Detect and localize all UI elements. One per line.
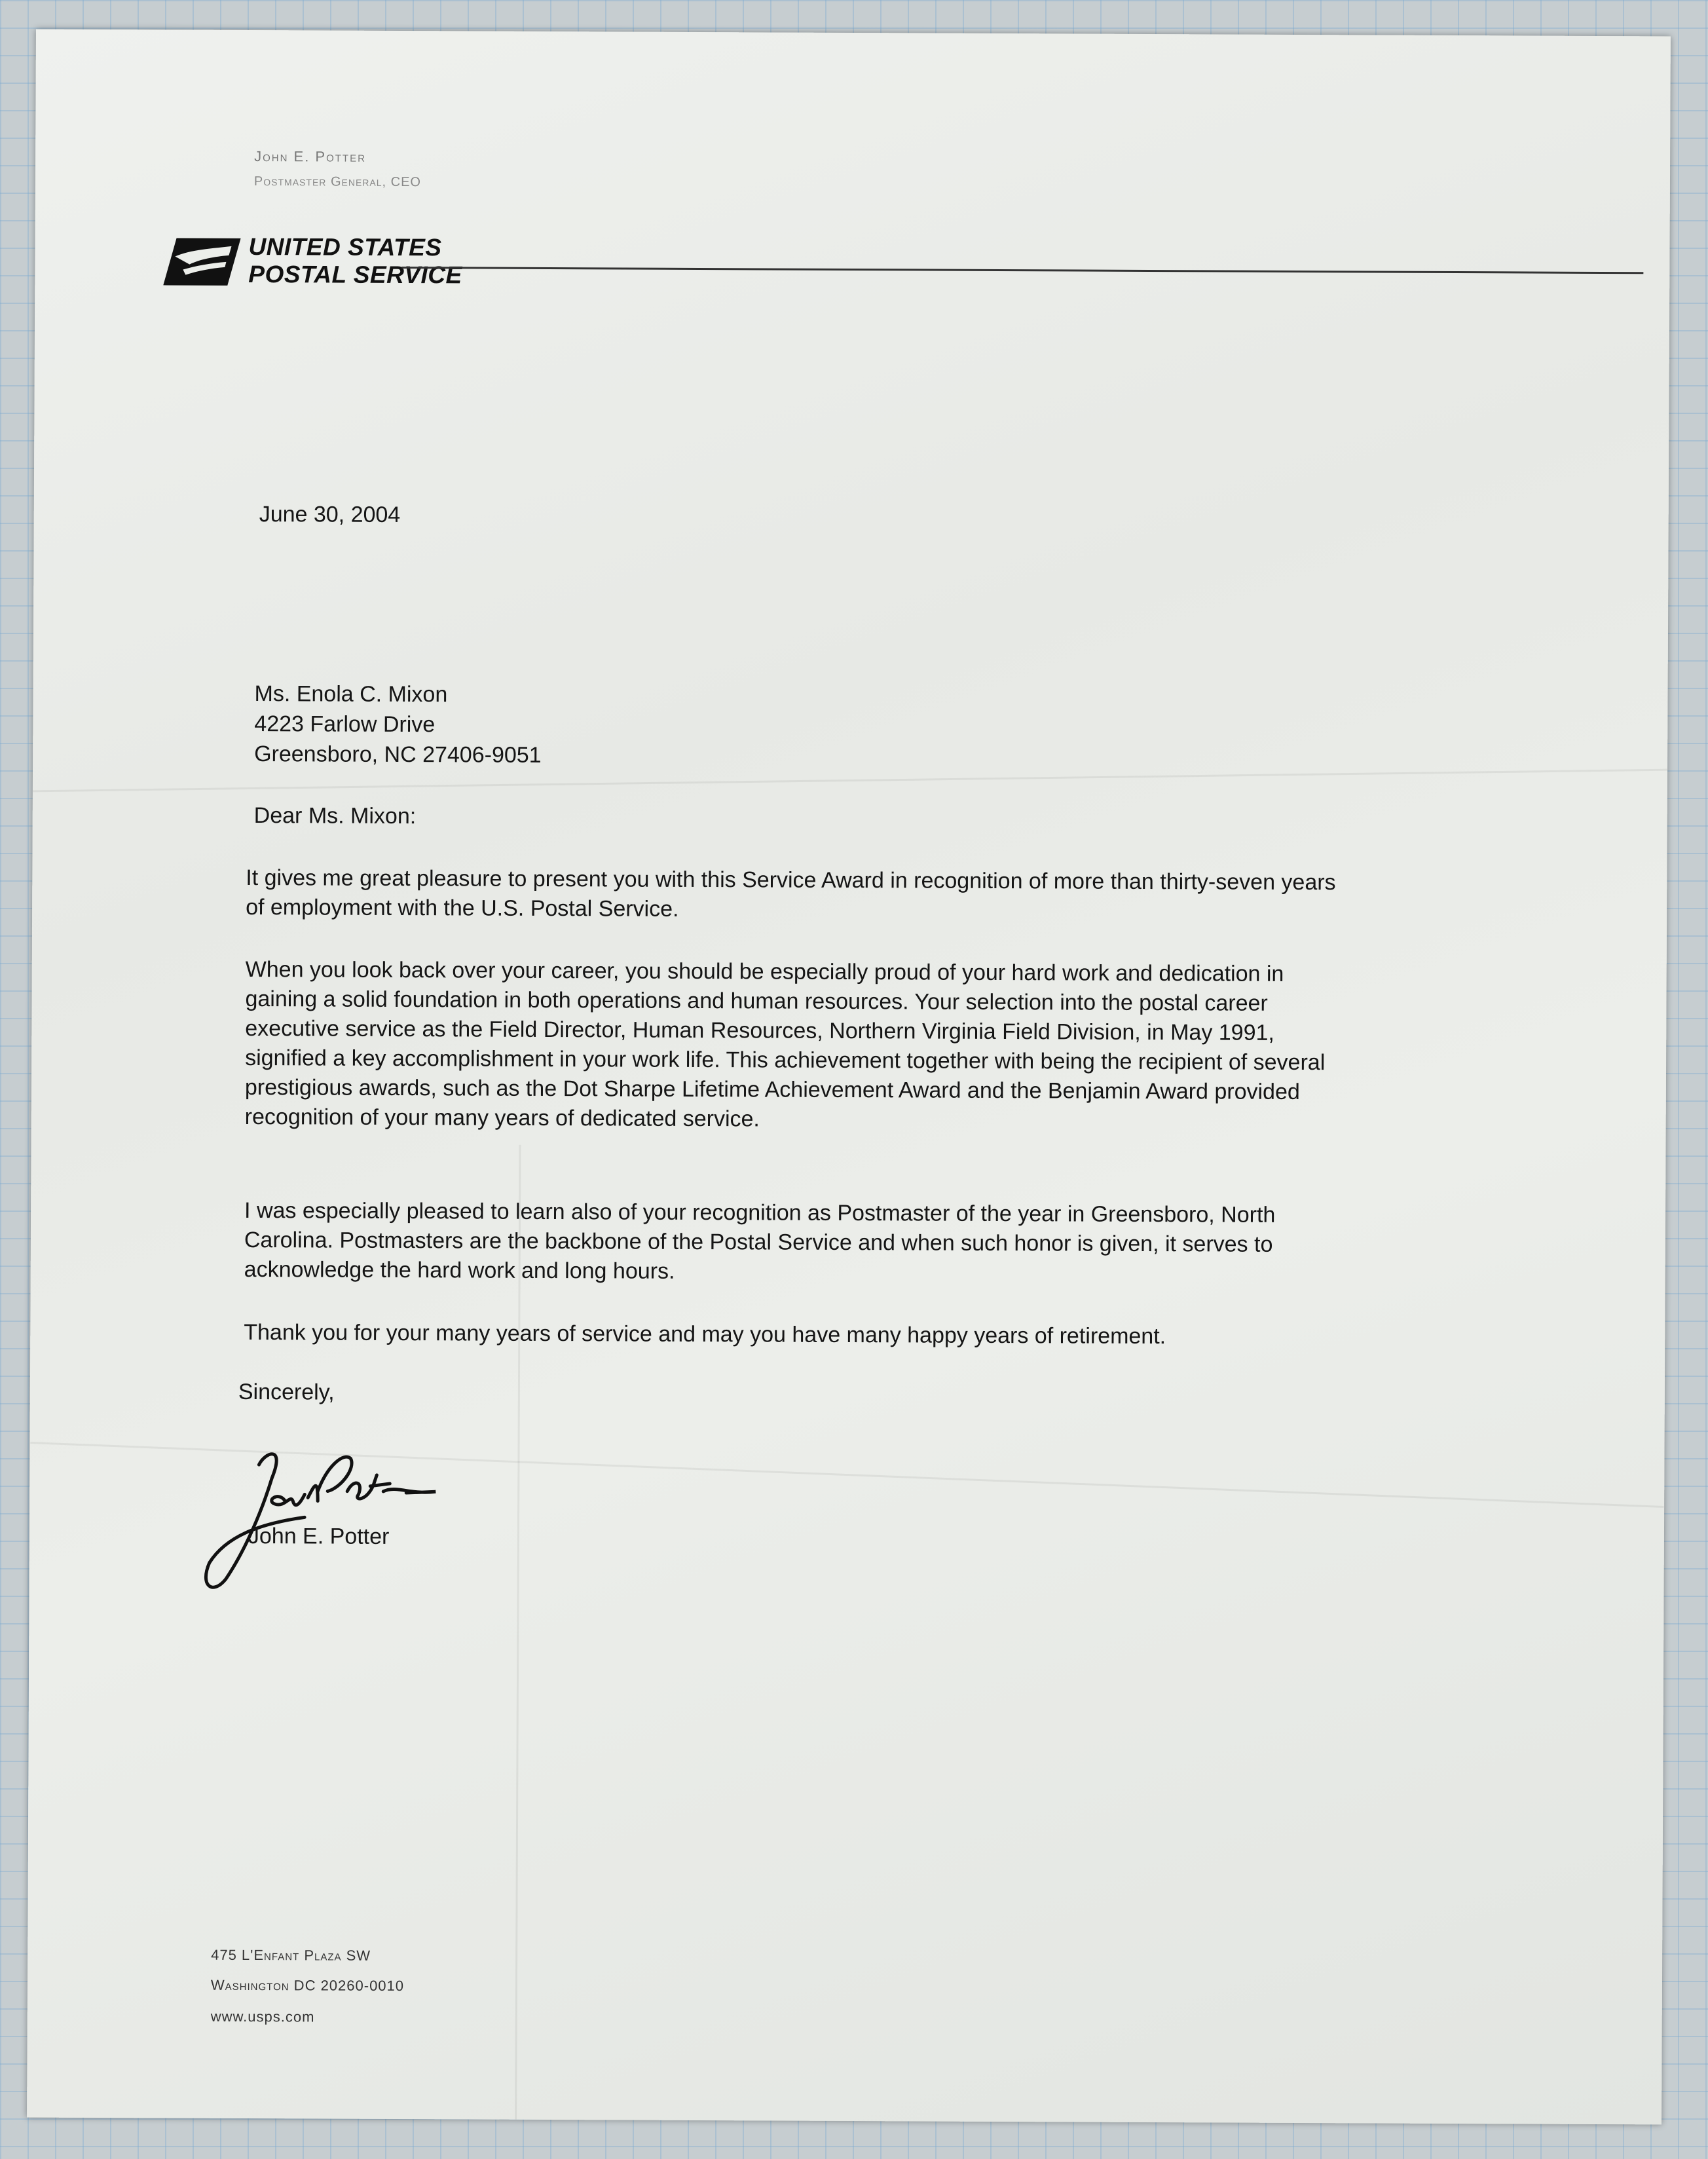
salutation: Dear Ms. Mixon: <box>253 803 417 829</box>
paper-crease <box>515 1145 521 2120</box>
signature-name: John E. Potter <box>248 1524 390 1549</box>
wordmark-line-2: POSTAL SERVICE <box>248 260 462 289</box>
recipient-name: Ms. Enola C. Mixon <box>254 681 448 707</box>
executive-name: John E. Potter <box>254 148 367 165</box>
footer-address-line-1: 475 L'Enfant Plaza SW <box>211 1946 371 1964</box>
recipient-address <box>254 679 542 770</box>
usps-eagle-icon <box>163 236 240 287</box>
footer-website: www.usps.com <box>210 2008 315 2025</box>
closing: Sincerely, <box>238 1379 335 1405</box>
body-paragraph-4: Thank you for your many years of service and may you have many happy years of retirement. <box>244 1319 1166 1349</box>
recipient-street: 4223 Farlow Drive <box>254 711 436 738</box>
signature-image <box>187 1438 449 1597</box>
letterhead-rule <box>401 267 1643 274</box>
paper-crease <box>33 769 1667 793</box>
body-paragraph-1: It gives me great pleasure to present you with this Service Award in recognition of more than thirty-seven years of employment with the U.S. Postal Service. <box>246 865 1336 922</box>
body-paragraph-3: I was especially pleased to learn also of your recognition as Postmaster of the year in Greensboro, North Carolina. Postmasters are the backbone of the Postal Service and when such honor is given, it serves to acknowledge the hard work and long hours. <box>244 1197 1276 1284</box>
usps-wordmark <box>248 233 462 289</box>
wordmark-line-1: UNITED STATES <box>248 233 442 261</box>
executive-title: Postmaster General, CEO <box>253 174 422 190</box>
footer-address-line-2: Washington DC 20260-0010 <box>210 1976 405 1995</box>
letter-page <box>27 29 1671 2125</box>
recipient-city: Greensboro, NC 27406-9051 <box>254 742 542 768</box>
letter-date: June 30, 2004 <box>259 502 401 528</box>
body-paragraph-2: When you look back over your career, you should be especially proud of your hard work and dedication in gaining a solid foundation in both operations and human resources. Your selection into the postal career executive service as the Field Director, Human Resources, Northern Virginia Field Division, in May 1991, signified a key accomplishment in your work life. This achievement together with being the recipient of several prestigious awards, such as the Dot Sharpe Lifetime Achievement Award and the Benjamin Award provided recognition of your many years of dedicated service. <box>244 956 1326 1132</box>
